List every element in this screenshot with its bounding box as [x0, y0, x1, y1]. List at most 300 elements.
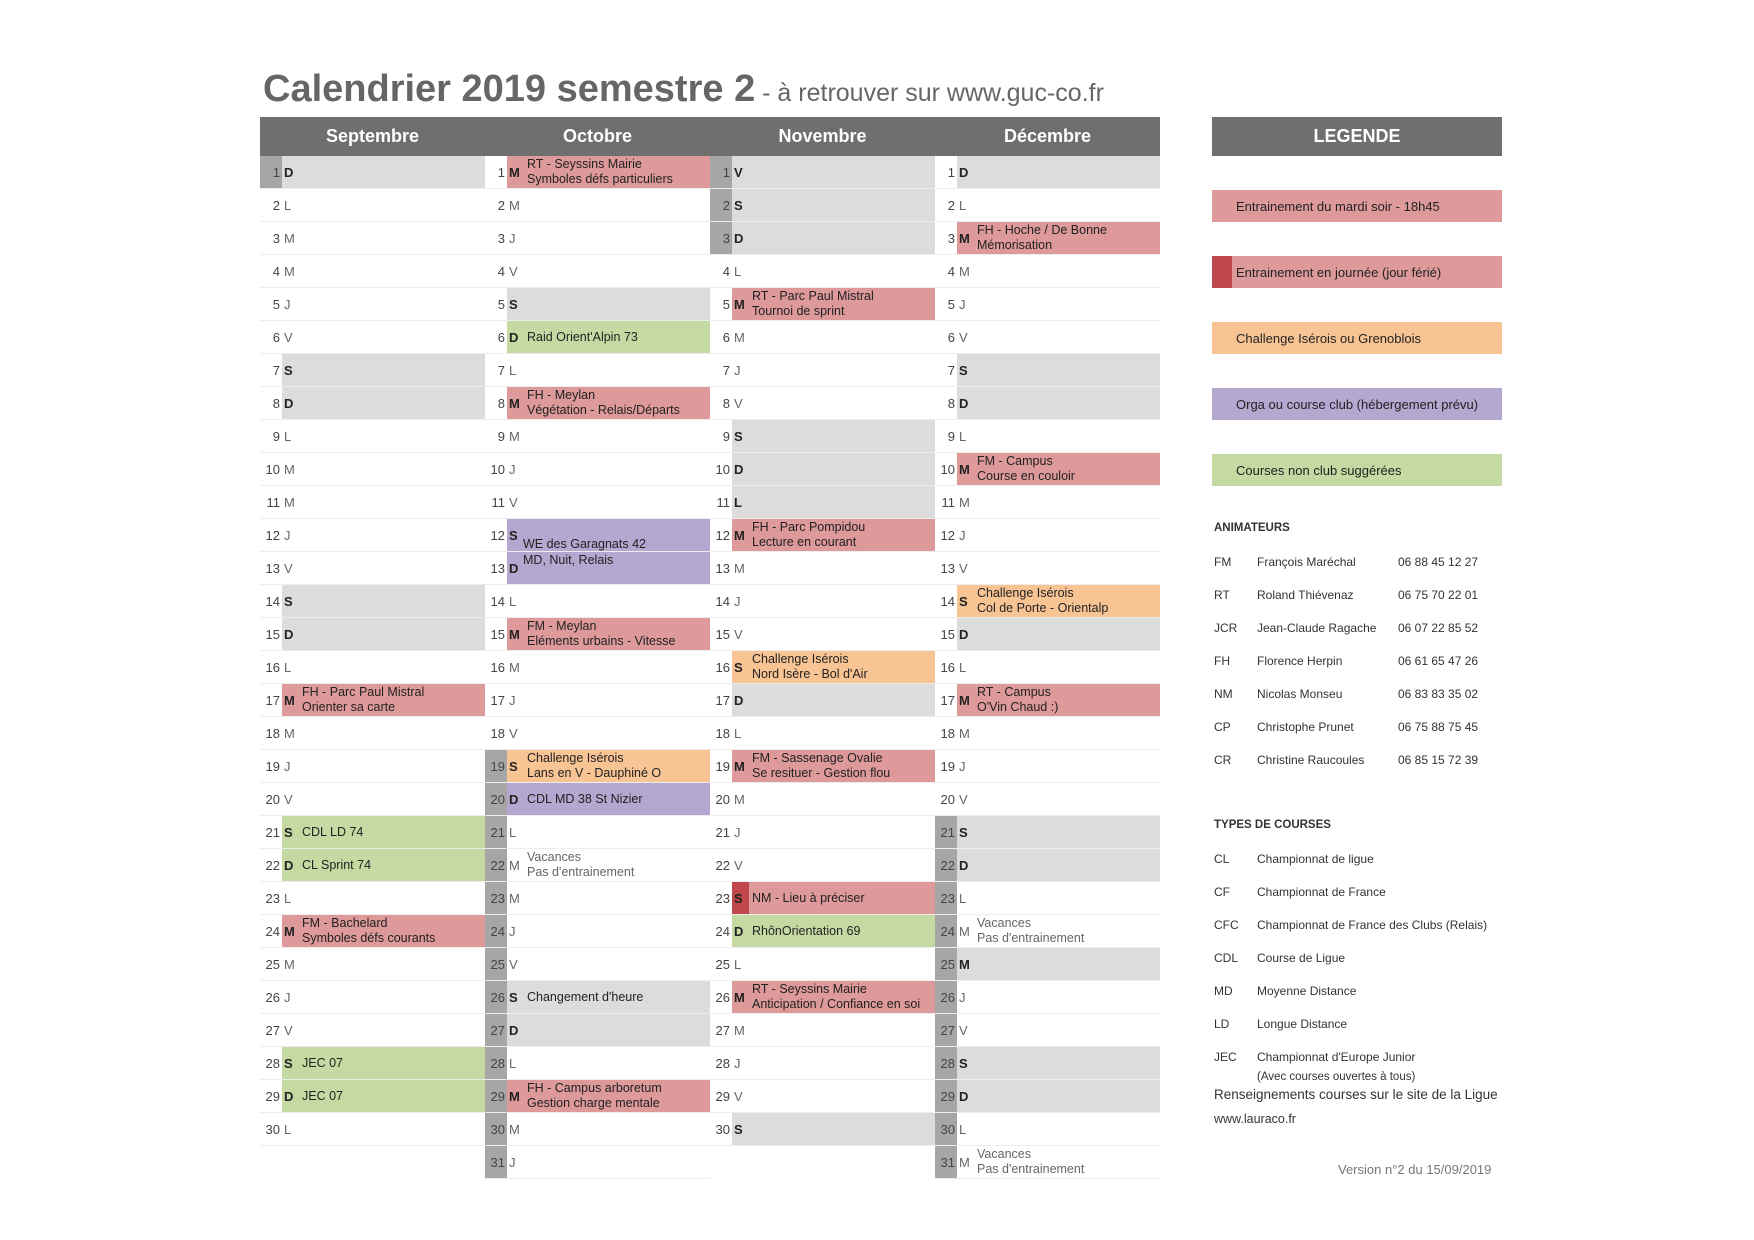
event-cell	[749, 255, 935, 287]
course-type-code: CFC	[1214, 917, 1239, 932]
day-row	[485, 981, 710, 1014]
day-letter: J	[734, 1055, 741, 1071]
event-line: Vacances	[977, 1147, 1031, 1161]
day-row	[485, 882, 710, 915]
animateur-phone: 06 75 70 22 01	[1398, 587, 1479, 602]
day-number: 30	[935, 1113, 957, 1145]
day-number: 19	[265, 758, 280, 774]
day-row	[935, 1113, 1160, 1146]
day-number: 16	[265, 659, 280, 675]
day-number: 13	[715, 560, 730, 576]
event-cell	[524, 321, 710, 353]
month-header: Décembre	[935, 117, 1160, 156]
day-letter: M	[507, 387, 524, 419]
day-row	[485, 651, 710, 684]
day-number: 27	[485, 1014, 507, 1046]
day-row	[485, 1146, 710, 1179]
day-letter: J	[959, 296, 966, 312]
day-letter: L	[509, 1055, 517, 1071]
event-cell	[299, 915, 485, 947]
event-cell	[749, 1014, 935, 1046]
event-line: Lans en V - Dauphiné O	[527, 766, 662, 780]
day-letter: M	[734, 329, 745, 345]
day-row	[260, 255, 485, 288]
course-type-label: Longue Distance	[1257, 1016, 1348, 1031]
event-cell	[749, 816, 935, 848]
course-type-code: JEC	[1214, 1049, 1237, 1064]
day-letter: D	[282, 849, 299, 881]
day-number: 4	[722, 263, 730, 279]
day-letter: M	[509, 197, 520, 213]
event-line: CL Sprint 74	[302, 857, 372, 872]
event-cell	[299, 684, 485, 716]
day-row	[485, 1080, 710, 1113]
event-cell	[974, 981, 1160, 1013]
animateur-name: Florence Herpin	[1257, 653, 1343, 668]
event-line: Changement d'heure	[527, 989, 644, 1004]
month-column-3	[935, 117, 1160, 1179]
event-cell	[749, 915, 935, 947]
day-letter: S	[507, 519, 524, 551]
day-letter: V	[734, 1088, 743, 1104]
event-cell	[524, 882, 710, 914]
day-row	[710, 552, 935, 585]
day-number: 22	[265, 857, 280, 873]
day-row	[710, 486, 935, 519]
event-cell	[299, 1047, 485, 1079]
day-letter: M	[734, 560, 745, 576]
day-letter: S	[282, 816, 299, 848]
day-row	[710, 222, 935, 255]
day-letter: M	[732, 519, 749, 551]
day-row	[485, 189, 710, 222]
day-row	[935, 651, 1160, 684]
course-type-code: LD	[1214, 1016, 1230, 1031]
event-cell	[299, 453, 485, 485]
event-cell	[524, 387, 710, 419]
day-letter: M	[284, 494, 295, 510]
animateur-name: Christophe Prunet	[1257, 719, 1354, 734]
day-number: 24	[485, 915, 507, 947]
event-cell	[299, 222, 485, 254]
day-letter: V	[959, 1022, 968, 1038]
event-cell	[749, 1047, 935, 1079]
day-letter: D	[732, 222, 749, 254]
event-cell	[524, 1146, 710, 1178]
day-row	[710, 288, 935, 321]
day-row	[485, 585, 710, 618]
day-number: 15	[265, 626, 280, 642]
day-row	[260, 1113, 485, 1146]
day-row	[935, 1047, 1160, 1080]
day-number: 8	[497, 395, 505, 411]
day-letter: D	[957, 1080, 974, 1112]
day-row	[710, 915, 935, 948]
day-row	[485, 453, 710, 486]
day-row	[935, 222, 1160, 255]
day-letter: V	[734, 395, 743, 411]
day-letter: M	[734, 1022, 745, 1038]
day-letter: M	[284, 725, 295, 741]
day-row	[935, 915, 1160, 948]
multi-day-event	[520, 519, 710, 585]
day-letter: L	[509, 824, 517, 840]
day-row	[260, 519, 485, 552]
event-cell	[974, 222, 1160, 254]
animateur-phone: 06 85 15 72 39	[1398, 752, 1479, 767]
day-number: 29	[715, 1088, 730, 1104]
day-row	[485, 420, 710, 453]
day-number: 25	[935, 948, 957, 980]
event-cell	[524, 618, 710, 650]
event-cell	[974, 849, 1160, 881]
day-letter: J	[509, 692, 516, 708]
day-row	[710, 750, 935, 783]
day-number: 25	[265, 956, 280, 972]
course-type-code: CF	[1214, 884, 1230, 899]
day-row	[485, 948, 710, 981]
day-letter: D	[282, 387, 299, 419]
event-cell	[299, 1080, 485, 1112]
event-cell	[974, 288, 1160, 320]
day-letter: M	[282, 684, 299, 716]
day-letter: S	[732, 189, 749, 221]
event-cell	[974, 1047, 1160, 1079]
day-row	[710, 387, 935, 420]
legend-label: Orga ou course club (hébergement prévu)	[1236, 396, 1479, 412]
day-number: 10	[940, 461, 955, 477]
event-cell	[749, 618, 935, 650]
day-number: 25	[715, 956, 730, 972]
day-letter: V	[509, 494, 518, 510]
day-row	[485, 750, 710, 783]
event-cell	[299, 750, 485, 782]
day-number: 24	[265, 923, 280, 939]
event-cell	[749, 156, 935, 188]
day-letter: J	[284, 758, 291, 774]
day-number: 16	[490, 659, 505, 675]
day-number: 21	[265, 824, 280, 840]
day-row	[935, 1146, 1160, 1179]
event-cell	[749, 1113, 935, 1145]
day-letter: V	[284, 329, 293, 345]
animateurs-title: ANIMATEURS	[1214, 522, 1290, 534]
types-title: TYPES DE COURSES	[1214, 819, 1331, 831]
day-number: 25	[485, 948, 507, 980]
day-row	[710, 1113, 935, 1146]
day-number: 18	[940, 725, 955, 741]
event-cell	[524, 849, 710, 881]
day-letter: M	[957, 948, 974, 980]
day-row	[710, 255, 935, 288]
day-row	[485, 1113, 710, 1146]
event-cell	[524, 1080, 710, 1112]
course-type-row	[1214, 842, 1374, 875]
day-number: 6	[947, 329, 955, 345]
day-row	[935, 519, 1160, 552]
animateur-name: Christine Raucoules	[1257, 752, 1365, 767]
day-letter: J	[284, 989, 291, 1005]
event-line: Course en couloir	[977, 469, 1075, 483]
animateur-phone: 06 83 83 35 02	[1398, 686, 1479, 701]
month-header: Septembre	[260, 117, 485, 156]
day-number: 8	[722, 395, 730, 411]
event-cell	[299, 387, 485, 419]
animateur-row	[1214, 644, 1508, 677]
event-cell	[299, 618, 485, 650]
animateur-code: CP	[1214, 719, 1231, 734]
day-letter: D	[732, 684, 749, 716]
event-cell	[299, 321, 485, 353]
event-line: FH - Parc Paul Mistral	[302, 685, 425, 699]
day-letter: D	[282, 156, 299, 188]
day-number: 16	[940, 659, 955, 675]
course-type-code: CDL	[1214, 950, 1239, 965]
day-letter: M	[509, 1121, 520, 1137]
day-row	[935, 948, 1160, 981]
event-line: Mémorisation	[977, 238, 1053, 252]
day-row	[260, 948, 485, 981]
day-letter: L	[734, 725, 742, 741]
day-letter: D	[507, 321, 524, 353]
day-letter: L	[734, 956, 742, 972]
day-row	[485, 387, 710, 420]
legend-title: LEGENDE	[1212, 117, 1502, 156]
day-number: 7	[722, 362, 730, 378]
animateur-phone: 06 07 22 85 52	[1398, 620, 1479, 635]
event-cell	[749, 420, 935, 452]
course-type-label: Course de Ligue	[1257, 950, 1346, 965]
day-number: 28	[935, 1047, 957, 1079]
day-letter: D	[957, 156, 974, 188]
day-row	[485, 684, 710, 717]
event-cell	[749, 717, 935, 749]
event-line: Se resituer - Gestion flou	[752, 766, 891, 780]
event-cell	[524, 684, 710, 716]
day-letter: L	[284, 890, 292, 906]
event-line: CDL LD 74	[302, 824, 364, 839]
day-row	[935, 453, 1160, 486]
day-row	[260, 717, 485, 750]
info-line-2[interactable]: www.lauraco.fr	[1214, 1112, 1296, 1126]
event-line: RT - Seyssins Mairie	[752, 982, 867, 996]
animateur-row	[1214, 545, 1508, 578]
day-number: 15	[490, 626, 505, 642]
day-letter: S	[732, 1113, 749, 1145]
event-cell	[974, 321, 1160, 353]
day-row	[710, 189, 935, 222]
event-cell	[974, 882, 1160, 914]
day-row	[935, 882, 1160, 915]
day-letter: D	[507, 552, 524, 584]
day-number: 8	[947, 395, 955, 411]
event-cell	[749, 684, 935, 716]
day-number: 17	[490, 692, 505, 708]
event-line: CDL MD 38 St Nizier	[527, 791, 643, 806]
legend-label: Challenge Isérois ou Grenoblois	[1236, 330, 1421, 346]
day-row	[935, 981, 1160, 1014]
title-sub: - à retrouver sur www.guc-co.fr	[755, 79, 1104, 107]
day-number: 10	[265, 461, 280, 477]
day-row	[485, 222, 710, 255]
info-line-1: Renseignements courses sur le site de la Ligue	[1214, 1087, 1498, 1102]
day-letter: J	[959, 758, 966, 774]
day-number: 3	[710, 222, 732, 254]
day-row	[935, 354, 1160, 387]
event-cell	[299, 156, 485, 188]
event-cell	[974, 156, 1160, 188]
day-list	[710, 156, 935, 1146]
event-cell	[974, 1113, 1160, 1145]
animateur-code: FM	[1214, 554, 1232, 569]
event-line: NM - Lieu à préciser	[752, 890, 865, 905]
day-number: 2	[947, 197, 955, 213]
event-line: Pas d'entrainement	[977, 931, 1085, 945]
day-number: 14	[715, 593, 730, 609]
month-column-0	[260, 117, 485, 1146]
day-number: 2	[497, 197, 505, 213]
day-letter: L	[509, 593, 517, 609]
day-row	[260, 552, 485, 585]
day-row	[935, 552, 1160, 585]
day-number: 9	[947, 428, 955, 444]
day-number: 11	[266, 494, 280, 510]
day-row	[710, 585, 935, 618]
day-letter: M	[509, 659, 520, 675]
day-number: 26	[715, 989, 730, 1005]
day-number: 29	[935, 1080, 957, 1112]
event-cell	[749, 519, 935, 551]
animateur-name: Roland Thiévenaz	[1257, 587, 1354, 602]
day-letter: L	[509, 362, 517, 378]
day-letter: V	[734, 857, 743, 873]
day-row	[485, 816, 710, 849]
month-header: Novembre	[710, 117, 935, 156]
day-letter: L	[734, 263, 742, 279]
event-cell	[524, 1113, 710, 1145]
day-letter: S	[282, 1047, 299, 1079]
day-number: 9	[722, 428, 730, 444]
event-line: FH - Campus arboretum	[527, 1081, 662, 1095]
day-letter: V	[284, 560, 293, 576]
event-cell	[974, 816, 1160, 848]
page-title	[263, 68, 1104, 111]
day-number: 12	[715, 527, 730, 543]
event-line: Raid Orient'Alpin 73	[527, 329, 638, 344]
day-row	[710, 717, 935, 750]
event-line: Symboles défs particuliers	[527, 172, 673, 186]
day-letter: J	[734, 824, 741, 840]
day-row	[260, 882, 485, 915]
day-number: 15	[940, 626, 955, 642]
event-cell	[974, 717, 1160, 749]
day-letter: M	[959, 263, 970, 279]
day-row	[935, 321, 1160, 354]
event-cell	[524, 255, 710, 287]
event-cell	[299, 948, 485, 980]
event-cell	[974, 750, 1160, 782]
animateur-name: François Maréchal	[1257, 554, 1356, 569]
event-cell	[974, 519, 1160, 551]
day-letter: D	[732, 453, 749, 485]
day-number: 10	[490, 461, 505, 477]
legend-item	[1212, 256, 1502, 288]
event-cell	[974, 684, 1160, 716]
day-number: 31	[935, 1146, 957, 1178]
event-cell	[749, 882, 935, 914]
animateur-phone: 06 75 88 75 45	[1398, 719, 1479, 734]
day-letter: S	[507, 288, 524, 320]
day-letter: V	[284, 1022, 293, 1038]
day-number: 21	[485, 816, 507, 848]
event-line: Vacances	[527, 850, 581, 864]
day-row	[710, 816, 935, 849]
day-letter: M	[509, 428, 520, 444]
event-cell	[749, 948, 935, 980]
day-number: 17	[715, 692, 730, 708]
day-letter: D	[957, 618, 974, 650]
legend-item	[1212, 322, 1502, 354]
event-line: FM - Campus	[977, 454, 1053, 468]
day-row	[710, 1014, 935, 1047]
day-list	[485, 156, 710, 1179]
event-cell	[749, 189, 935, 221]
day-letter: S	[957, 1047, 974, 1079]
day-row	[260, 1014, 485, 1047]
day-row	[260, 321, 485, 354]
day-letter: V	[509, 725, 518, 741]
day-letter: S	[507, 750, 524, 782]
event-cell	[524, 783, 710, 815]
event-cell	[974, 387, 1160, 419]
event-cell	[299, 486, 485, 518]
course-type-row	[1214, 1007, 1347, 1040]
day-letter: L	[284, 428, 292, 444]
event-line: Challenge Isérois	[977, 586, 1074, 600]
event-cell	[299, 981, 485, 1013]
day-row	[935, 486, 1160, 519]
event-cell	[974, 618, 1160, 650]
day-row	[485, 255, 710, 288]
event-line: RT - Seyssins Mairie	[527, 157, 642, 171]
day-row	[260, 783, 485, 816]
event-cell	[749, 552, 935, 584]
day-number: 29	[265, 1088, 280, 1104]
day-number: 7	[947, 362, 955, 378]
course-type-label: Championnat de France	[1257, 884, 1386, 899]
day-letter: V	[734, 626, 743, 642]
event-line: RT - Campus	[977, 685, 1051, 699]
day-number: 10	[715, 461, 730, 477]
event-line: Tournoi de sprint	[752, 304, 845, 318]
animateur-code: JCR	[1214, 620, 1238, 635]
day-number: 12	[265, 527, 280, 543]
animateur-code: CR	[1214, 752, 1232, 767]
event-cell	[299, 816, 485, 848]
event-line: Pas d'entrainement	[977, 1162, 1085, 1176]
animateur-row	[1214, 743, 1508, 776]
course-type-code: CL	[1214, 851, 1230, 866]
course-type-row	[1214, 974, 1356, 1007]
day-letter: D	[957, 849, 974, 881]
event-line: FM - Meylan	[527, 619, 597, 633]
day-number: 16	[715, 659, 730, 675]
day-row	[485, 783, 710, 816]
event-cell	[974, 453, 1160, 485]
event-cell	[299, 519, 485, 551]
event-line: JEC 07	[302, 1055, 343, 1070]
event-cell	[524, 222, 710, 254]
